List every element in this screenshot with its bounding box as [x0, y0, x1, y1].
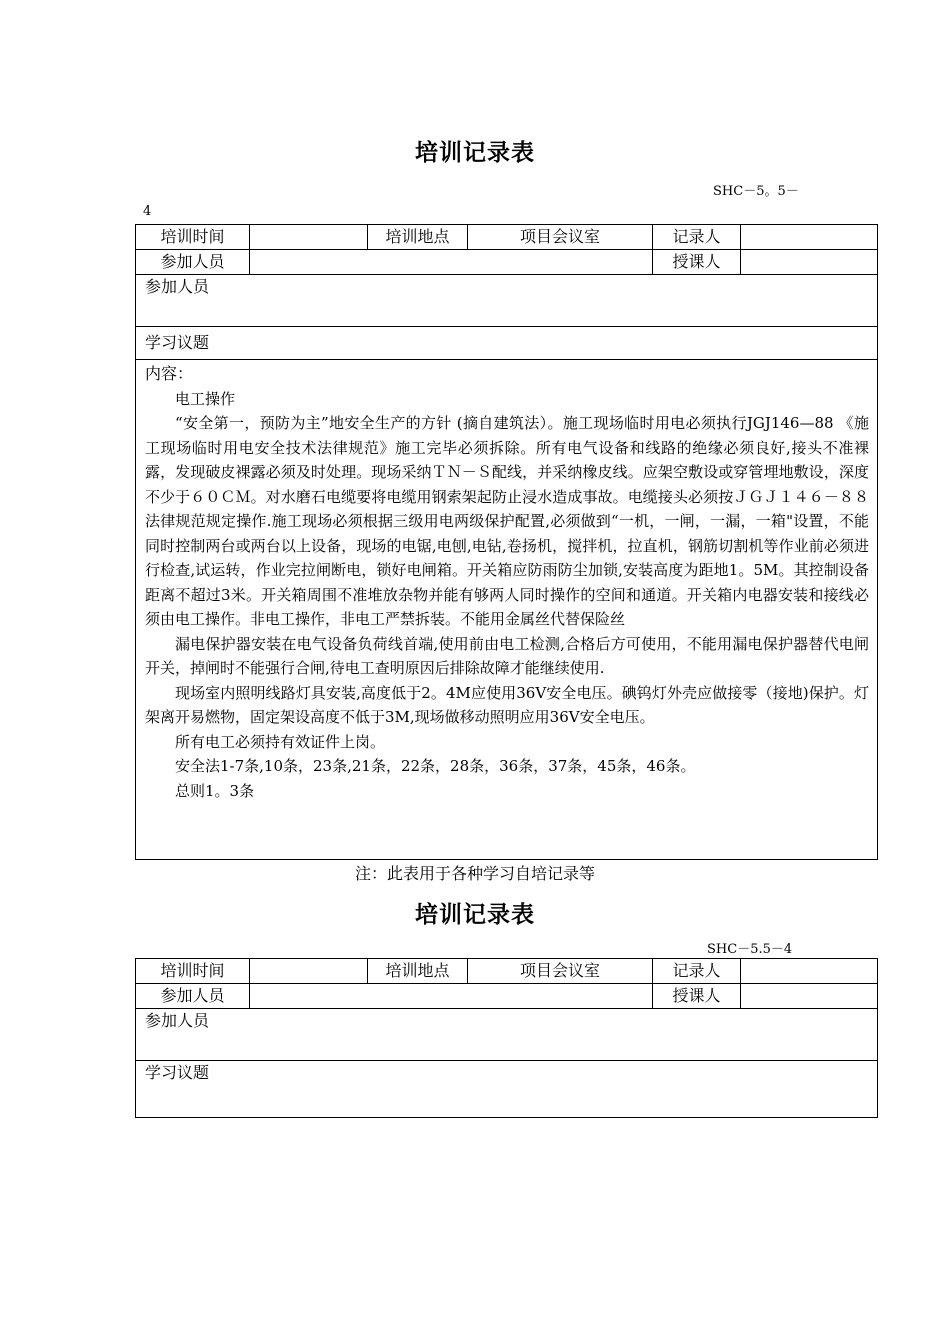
- topic-label: 学习议题: [145, 333, 210, 352]
- form1-row-participants: [136, 250, 878, 275]
- content-paragraph: 安全法1-7条,10条，23条,21条，22条，28条，36条，37条，45条，46条。: [175, 757, 696, 775]
- recorder-value[interactable]: [741, 959, 878, 984]
- topic-cell[interactable]: [136, 1061, 878, 1118]
- content-body: [136, 360, 877, 803]
- recorder-label: 记录人: [653, 225, 741, 250]
- content-cell[interactable]: [136, 360, 878, 860]
- lecturer-value[interactable]: [741, 984, 878, 1009]
- participants-list-cell[interactable]: [136, 1009, 878, 1061]
- participants-value[interactable]: [250, 984, 653, 1009]
- recorder-label: 记录人: [653, 959, 741, 984]
- content-paragraph: 所有电工必须持有效证件上岗。: [175, 732, 386, 751]
- recorder-value[interactable]: [741, 225, 878, 250]
- lecturer-label: 授课人: [653, 984, 741, 1009]
- content-paragraph: “安全第一，预防为主”地安全生产的方针 (摘自建筑法）。施工现场临时用电必须执行JGJ146—88 《施工现场临时用电安全技术法律规范》施工完毕必须拆除。所有电气设备和线路的绝缘必须良好,接头不准裸露，发现破皮裸露必须及时处理。现场采纳ＴＮ－Ｓ配线，并采纳橡皮线。应架空敷设或穿管埋地敷设，深度不少于６０ＣＭ。对水磨石电缆要将电缆用钢索架起防止浸水造成事故。电缆接头必须按ＪＧＪ１４６－８８法律规范规定操作.施工现场必须根据三级用电两级保护配置,必须做到“一机，一闸，一漏，一箱"设置，不能同时控制两台或两台以上设备，现场的电锯,电刨,电钻,卷扬机，搅拌机，拉直机，钢筋切割机等作业前必须进行检查,试运转，作业完拉闸断电，锁好电闸箱。开关箱应防雨防尘加锁,安装高度为距地1。5M。其控制设备距离不超过3米。开关箱周围不准堆放杂物并能有够两人同时操作的空间和通道。开关箱内电器安装和接线必须由电工操作。非电工操作，非电工严禁拆装。不能用金属丝代替保险丝: [145, 414, 869, 628]
- form2-row-time: [136, 959, 878, 984]
- train-place-value[interactable]: 项目会议室: [468, 959, 653, 984]
- form1-code-continued: 4: [143, 204, 152, 219]
- form1-title: 培训记录表: [415, 139, 535, 166]
- content-heading: 电工操作: [175, 389, 236, 408]
- train-time-value[interactable]: [250, 959, 368, 984]
- topic-cell[interactable]: [136, 327, 878, 360]
- participants-list-label: 参加人员: [145, 277, 210, 296]
- participants-label: 参加人员: [136, 984, 250, 1009]
- train-place-label: 培训地点: [368, 225, 468, 250]
- lecturer-label: 授课人: [653, 250, 741, 275]
- form2-table: [135, 958, 878, 1118]
- train-place-label: 培训地点: [368, 959, 468, 984]
- form1-table: [135, 224, 878, 860]
- form1-row-topic: [136, 327, 878, 360]
- participants-list-label: 参加人员: [145, 1011, 210, 1030]
- participants-label: 参加人员: [136, 250, 250, 275]
- lecturer-value[interactable]: [741, 250, 878, 275]
- train-place-value[interactable]: 项目会议室: [468, 225, 653, 250]
- form2-code: SHC－5.5－4: [707, 942, 793, 957]
- form2-row-topic: [136, 1061, 878, 1118]
- topic-label: 学习议题: [145, 1063, 210, 1082]
- form2-row-participants: [136, 984, 878, 1009]
- content-paragraph: 总则1。3条: [175, 781, 255, 800]
- form2-title: 培训记录表: [415, 901, 535, 928]
- form1-row-content: [136, 360, 878, 860]
- content-paragraph: 漏电保护器安装在电气设备负荷线首端,使用前由电工检测,合格后方可使用，不能用漏电保护器替代电闸开关，掉闸时不能强行合闸,待电工查明原因后排除故障才能继续使用.: [145, 634, 869, 677]
- form1-row-time: [136, 225, 878, 250]
- train-time-label: 培训时间: [136, 225, 250, 250]
- form1-note: 注：此表用于各种学习自培记录等: [354, 864, 595, 883]
- participants-value[interactable]: [250, 250, 653, 275]
- form2-row-participants-list: [136, 1009, 878, 1061]
- content-paragraph: 现场室内照明线路灯具安装,高度低于2。4M应使用36V安全电压。碘钨灯外壳应做接零（接地)保护。灯架离开易燃物，固定架设高度不低于3M,现场做移动照明应用36V安全电压。: [145, 683, 869, 726]
- participants-list-cell[interactable]: [136, 275, 878, 327]
- form1-code: SHC－5。5－: [713, 184, 799, 199]
- train-time-value[interactable]: [250, 225, 368, 250]
- content-label: 内容：: [145, 364, 194, 383]
- train-time-label: 培训时间: [136, 959, 250, 984]
- form1-row-participants-list: [136, 275, 878, 327]
